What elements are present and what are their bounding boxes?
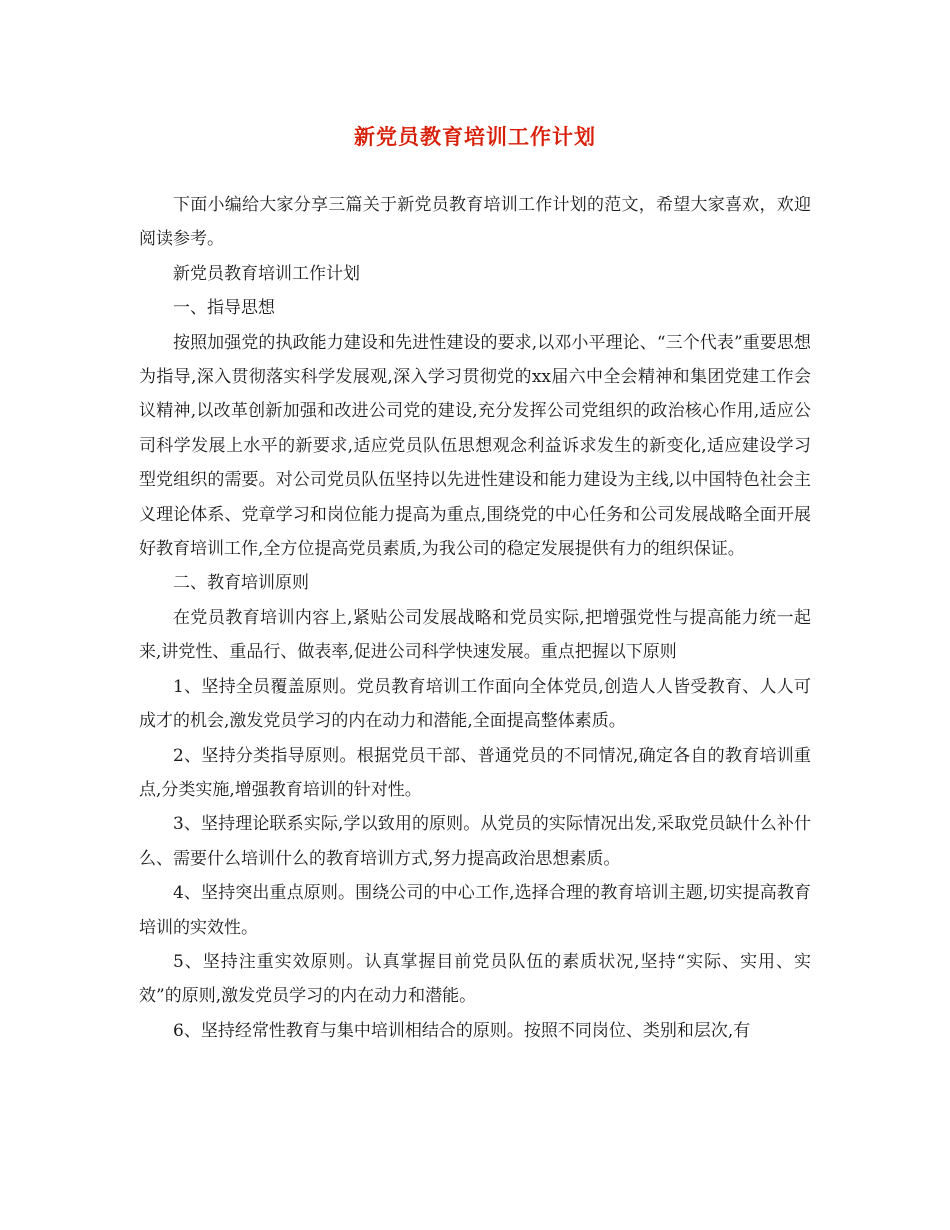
section-heading-principles: 二、教育培训原则 [173, 573, 309, 594]
principle-item-4: 4、坚持突出重点原则。围绕公司的中心工作,选择合理的教育培训主题,切实提高教育培训的实效性。 [139, 883, 811, 938]
principles-intro-paragraph: 在党员教育培训内容上,紧贴公司发展战略和党员实际,把增强党性与提高能力统一起来,讲党性、重品行、做表率,促进公司科学快速发展。重点把握以下原则 [139, 607, 811, 663]
principle-item-1: 1、坚持全员覆盖原则。党员教育培训工作面向全体党员,创造人人皆受教育、人人可成才的机会,激发党员学习的内在动力和潜能,全面提高整体素质。 [139, 676, 811, 732]
principle-item-6: 6、坚持经常性教育与集中培训相结合的原则。按照不同岗位、类别和层次,有 [173, 1020, 751, 1041]
principle-item-5: 5、坚持注重实效原则。认真掌握目前党员队伍的素质状况,坚持“实际、实用、实效”的原则,激发党员学习的内在动力和潜能。 [139, 951, 811, 1007]
intro-paragraph: 下面小编给大家分享三篇关于新党员教育培训工作计划的范文，希望大家喜欢，欢迎阅读参考。 [139, 195, 811, 250]
section-heading-plan: 新党员教育培训工作计划 [173, 263, 360, 284]
principle-item-2: 2、坚持分类指导原则。根据党员干部、普通党员的不同情况,确定各自的教育培训重点,分类实施,增强教育培训的针对性。 [139, 745, 811, 800]
guiding-thought-paragraph: 按照加强党的执政能力建设和先进性建设的要求,以邓小平理论、“三个代表”重要思想为指导,深入贯彻落实科学发展观,深入学习贯彻党的xx届六中全会精神和集团党建工作会议精神,以改革创新加强和改进公司党的建设,充分发挥公司党组织的政治核心作用,适应公司科学发展上水平的新要求,适应党员队伍思想观念利益诉求发生的新变化,适应建设学习型党组织的需要。对公司党员队伍坚持以先进性建设和能力建设为主线,以中国特色社会主义理论体系、党章学习和岗位能力提高为重点,围绕党的中心任务和公司发展战略全面开展好教育培训工作,全方位提高党员素质,为我公司的稳定发展提供有力的组织保证。 [139, 332, 811, 560]
principle-item-3: 3、坚持理论联系实际,学以致用的原则。从党员的实际情况出发,采取党员缺什么补什么、需要什么培训什么的教育培训方式,努力提高政治思想素质。 [139, 814, 811, 869]
document-body [139, 188, 811, 1048]
document-title: 新党员教育培训工作计划 [354, 124, 596, 149]
section-heading-guiding-thought: 一、指导思想 [173, 298, 275, 319]
